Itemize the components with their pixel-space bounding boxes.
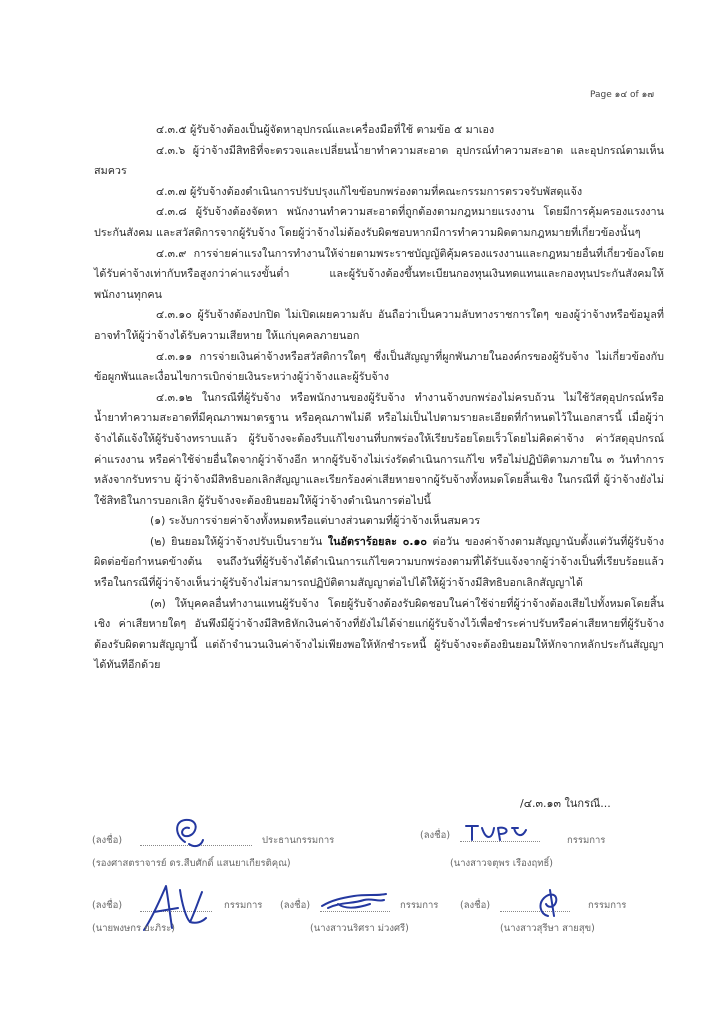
clause-4-3-11: ๔.๓.๑๑ การจ่ายเงินค่าจ้างหรือสวัสดิการใดๆ ซึ่งเป็นสัญญาที่ผูกพันภายในองค์กรของผู้รับจ้าง ไม่เกี่ยวข้องกับข้อผูกพันและเงื่อนไขการเบิกจ่ายเงินระหว่างผู้ว่าจ้างและผู้รับจ้าง [94,349,664,384]
sign-label: (ลงชื่อ) [92,900,123,911]
page-number: Page ๑๔ of ๑๗ [590,90,655,100]
clause-4-3-5: ๔.๓.๕ ผู้รับจ้างต้องเป็นผู้จัดหาอุปกรณ์และเครื่องมือที่ใช้ ตามข้อ ๕ มาเอง [156,123,495,136]
signer-name-4: (นางสาวนริศรา ม่วงศรี) [310,923,409,934]
member-role: กรรมการ [588,900,627,911]
clause-4-3-9: ๔.๓.๙ การจ่ายค่าแรงในการทำงานให้จ่ายตามพระราชบัญญัติคุ้มครองแรงงานและกฎหมายอื่นที่เกี่ยวข้องโดยได้รับค่าจ้างเท่ากับหรือสูงกว่าค่าแรงขั้นต่ำ และผู้รับจ้างต้องขึ้นทะเบียนกองทุนเงินทดแทนและกองทุนประกันสังคมให้พนักงานทุกคน [94,246,664,301]
contract-body [94,120,664,676]
member-role: กรรมการ [224,900,263,911]
chair-role: ประธานกรรมการ [262,835,335,846]
sign-label: (ลงชื่อ) [460,900,491,911]
signature-scrawl-chair [165,812,215,857]
subclause-2-lead: (๒) ยินยอมให้ผู้ว่าจ้างปรับเป็นรายวัน [150,534,328,548]
clause-4-3-6: ๔.๓.๖ ผู้ว่าจ้างมีสิทธิที่จะตรวจและเปลี่ยนน้ำยาทำความสะอาด อุปกรณ์ทำความสะอาด และอุปกรณ์ตามเห็นสมควร [94,143,664,178]
signer-name-1: (รองศาสตราจารย์ ดร.สืบศักดิ์ แสนยาเกียรติคุณ) [92,858,291,869]
signer-name-3: (นายพงษกร ยะภิระ) [92,923,175,934]
subclause-2 [94,532,664,594]
subclause-1: (๑) ระงับการจ่ายค่าจ้างทั้งหมดหรือแต่บางส่วนตามที่ผู้ว่าจ้างเห็นสมควร [150,514,481,528]
subclause-3: (๓) ให้บุคคลอื่นทำงานแทนผู้รับจ้าง โดยผู้รับจ้างต้องรับผิดชอบในค่าใช้จ่ายที่ผู้ว่าจ้างต้องเสียไปทั้งหมดโดยสิ้นเชิง ค่าเสียหายใดๆ อันพึงมีผู้ว่าจ้างมีสิทธิหักเงินค่าจ้างที่ยังไม่ได้จ่ายแก่ผู้รับจ้างไว้เพื่อชำระค่าปรับหรือค่าเสียหายที่ผู้รับจ้างต้องรับผิดตามสัญญานี้ แต่ถ้าจำนวนเงินค่าจ้างไม่เพียงพอให้หักชำระหนี้ ผู้รับจ้างจะต้องยินยอมให้หักจากหลักประกันสัญญาได้ทันทีอีกด้วย [94,596,664,672]
signature-scrawl-member-4 [318,890,390,912]
continuation-marker: /๔.๓.๑๓ ในกรณี... [520,797,611,810]
clause-4-3-10: ๔.๓.๑๐ ผู้รับจ้างต้องปกปิด ไม่เปิดเผยความลับ อันถือว่าเป็นความลับทางราชการใดๆ ของผู้ว่าจ้างหรือข้อมูลที่อาจทำให้ผู้ว่าจ้างได้รับความเสียหาย ให้แก่บุคคลภายนอก [94,308,664,342]
clause-4-3-8: ๔.๓.๘ ผู้รับจ้างต้องจัดหา พนักงานทำความสะอาดที่ถูกต้องตามกฎหมายแรงงาน โดยมีการคุ้มครองแรงงานประกันสังคม และสวัสดิการจากผู้รับจ้าง โดยผู้ว่าจ้างไม่ต้องรับผิดชอบหากมีการทำความผิดตามกฎหมายที่เกี่ยวข้องนั้นๆ [94,205,664,239]
clause-4-3-12: ๔.๓.๑๒ ในกรณีที่ผู้รับจ้าง หรือพนักงานของผู้รับจ้าง ทำงานจ้างบกพร่องไม่ครบถ้วน ไม่ใช้วัสดุอุปกรณ์หรือน้ำยาทำความสะอาดที่มีคุณภาพมาตรฐาน หรือคุณภาพไม่ดี หรือไม่เป็นไปตามรายละเอียดที่กำหนดไว้ในเอกสารนี้ เมื่อผู้ว่าจ้างได้แจ้งให้ผู้รับจ้างทราบแล้ว ผู้รับจ้างจะต้องรีบแก้ไขงานที่บกพร่องให้เรียบร้อยโดยเร็วโดยไม่คิดค่าจ้าง ค่าวัสดุอุปกรณ์ ค่าแรงงาน หรือค่าใช้จ่ายอื่นใดจากผู้ว่าจ้างอีก หากผู้รับจ้างไม่เร่งรัดดำเนินการแก้ไข หรือไม่ปฏิบัติตามภายใน ๓ วันทำการ หลังจากรับทราบ ผู้ว่าจ้างมีสิทธิบอกเลิกสัญญาและเรียกร้องค่าเสียหายจากผู้รับจ้างทั้งหมดโดยสิ้นเชิง ในกรณีที่ ผู้ว่าจ้างยังไม่ใช้สิทธิในการบอกเลิก ผู้รับจ้างจะต้องยินยอมให้ผู้ว่าจ้างดำเนินการต่อไปนี้ [94,390,664,507]
sign-label: (ลงชื่อ) [420,830,451,841]
subclause-2-rest: ต่อวัน ของค่าจ้างตามสัญญานับตั้งแต่วันที่ผู้รับจ้างผิดต่อข้อกำหนดข้างต้น จนถึงวันที่ผู้รับจ้างได้ดำเนินการแก้ไขความบกพร่องตามที่ได้รับแจ้งจากผู้ว่าจ้างเป็นที่เรียบร้อยแล้ว หรือในกรณีที่ผู้ว่าจ้างเห็นว่าผู้รับจ้างไม่สามารถปฏิบัติตามสัญญาต่อไปได้ให้ผู้ว่าจ้างมีสิทธิบอกเลิกสัญญาได้ [94,534,664,590]
signer-name-5: (นางสาวสุรีษา สายสุข) [500,923,595,934]
penalty-rate: ในอัตราร้อยละ ๐.๑๐ [327,534,427,548]
signer-name-2: (นางสาวจตุพร เรืองฤทธิ์) [450,858,553,869]
signature-scrawl-member-2 [462,820,532,848]
clause-4-3-7: ๔.๓.๗ ผู้รับจ้างต้องดำเนินการปรับปรุงแก้ไขข้อบกพร่องตามที่คณะกรรมการตรวจรับพัสดุแจ้ง [156,184,583,198]
sign-label: (ลงชื่อ) [280,900,311,911]
member-role: กรรมการ [400,900,439,911]
sign-label: (ลงชื่อ) [92,835,123,846]
signature-scrawl-member-5 [530,886,564,922]
member-role: กรรมการ [567,835,606,846]
